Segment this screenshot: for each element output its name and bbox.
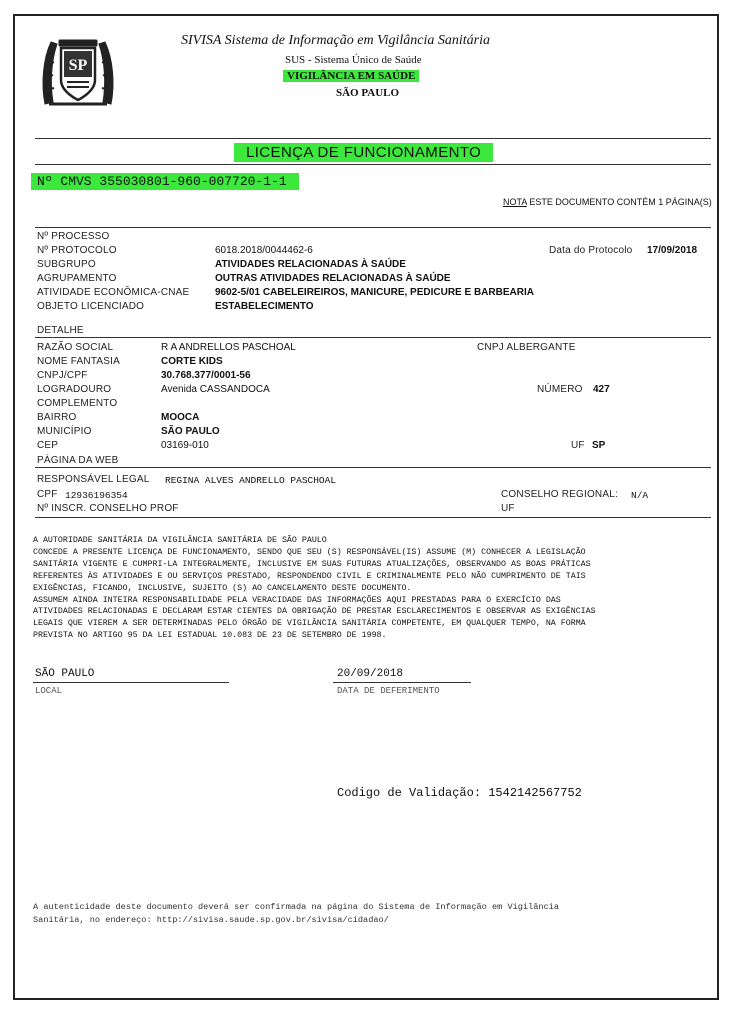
- data-protocolo-label: Data do Protocolo: [549, 245, 633, 256]
- cnpj-value: 30.768.377/0001-56: [161, 370, 251, 381]
- notice-line: REFERENTES ÀS ATIVIDADES E OU SERVIÇOS PRESTADO, RESPONDENDO CIVIL E CRIMINALMENTE PELO NÃO CUMPRIMENTO DE TAIS: [33, 571, 586, 581]
- notice-line: A AUTORIDADE SANITÁRIA DA VIGILÂNCIA SANITÁRIA DE SÃO PAULO: [33, 536, 327, 545]
- notice-line: CONCEDE A PRESENTE LICENÇA DE FUNCIONAMENTO, SENDO QUE SEU (S) RESPONSÁVEL(IS) ASSUME (M) CONHECER A LEGISLAÇÃO: [33, 547, 586, 557]
- divider: [35, 138, 711, 139]
- cnpj-label: CNPJ/CPF: [37, 370, 88, 381]
- numero-value: 427: [593, 384, 610, 395]
- municipio-value: SÃO PAULO: [161, 426, 220, 437]
- bairro-label: BAIRRO: [37, 412, 77, 423]
- conselho-value: N/A: [631, 490, 649, 501]
- coat-of-arms-icon: [39, 34, 117, 110]
- validation-code: Codigo de Validação: 1542142567752: [337, 786, 582, 800]
- divider: [35, 164, 711, 165]
- footer-line-1: A autenticidade deste documento deverá ser confirmada na página do Sistema de Informação em Vigilância: [33, 902, 560, 912]
- divider: [35, 517, 711, 518]
- responsavel-value: REGINA ALVES ANDRELLO PASCHOAL: [165, 475, 337, 486]
- logradouro-label: LOGRADOURO: [37, 384, 112, 395]
- svg-text:SP: SP: [68, 57, 88, 74]
- web-label: PÁGINA DA WEB: [37, 455, 119, 466]
- divider: [35, 337, 711, 338]
- logradouro-value: Avenida CASSANDOCA: [161, 384, 270, 395]
- protocolo-label: Nº PROTOCOLO: [37, 245, 117, 256]
- cep-label: CEP: [37, 440, 59, 451]
- notice-line: ATIVIDADES RELACIONADAS E DECLARAM ESTAR CIENTES DA OBRIGAÇÃO DE PRESTAR ESCLARECIMENTOS E OBSERVAR AS EXIGÊNCIAS: [33, 607, 596, 617]
- sus-line: SUS - Sistema Único de Saúde: [285, 54, 422, 66]
- fantasia-value: CORTE KIDS: [161, 356, 223, 367]
- page-title: LICENÇA DE FUNCIONAMENTO: [234, 143, 493, 162]
- cmvs-number: Nº CMVS 355030801-960-007720-1-1: [31, 173, 299, 190]
- divider: [35, 227, 711, 228]
- complemento-label: COMPLEMENTO: [37, 398, 118, 409]
- agrupamento-label: AGRUPAMENTO: [37, 273, 117, 284]
- atividade-label: ATIVIDADE ECONÔMICA-CNAE: [37, 287, 190, 298]
- system-title: SIVISA Sistema de Informação em Vigilância Sanitária: [181, 33, 490, 48]
- protocolo-value: 6018.2018/0044462-6: [215, 245, 313, 256]
- bairro-value: MOOCA: [161, 412, 200, 423]
- local-line: [33, 682, 229, 683]
- city-line: SÃO PAULO: [336, 87, 400, 99]
- footer-line-2: Sanitária, no endereço: http://sivisa.saude.sp.gov.br/sivisa/cidadao/: [33, 915, 389, 925]
- objeto-value: ESTABELECIMENTO: [215, 301, 314, 312]
- subgrupo-label: SUBGRUPO: [37, 259, 96, 270]
- cpf-label: CPF: [37, 489, 58, 500]
- detalhe-section-label: DETALHE: [37, 325, 84, 336]
- vigilancia-line: VIGILÂNCIA EM SAÚDE: [283, 70, 419, 82]
- legal-notice: [33, 535, 596, 642]
- agrupamento-value: OUTRAS ATIVIDADES RELACIONADAS À SAÚDE: [215, 273, 451, 284]
- municipio-label: MUNICÍPIO: [37, 426, 92, 437]
- notice-line: LEGAIS QUE VIEREM A SER DETERMINADAS PELO ÓRGÃO DE VIGILÂNCIA SANITÁRIA COMPETENTE, EM QUALQUER TEMPO, NA FORMA: [33, 619, 586, 629]
- data-line: [333, 682, 471, 683]
- notice-line: EXIGÊNCIAS, FICANDO, INCLUSIVE, SUJEITO (S) AO CANCELAMENTO DESTE DOCUMENTO.: [33, 583, 412, 593]
- uf-value: SP: [592, 440, 606, 451]
- cnpj-albergante-label: CNPJ ALBERGANTE: [477, 342, 576, 353]
- nota-text: ESTE DOCUMENTO CONTÉM 1 PÁGINA(S): [529, 197, 712, 207]
- inscr-label: Nº INSCR. CONSELHO PROF: [37, 503, 179, 514]
- data-value: 20/09/2018: [337, 668, 404, 680]
- objeto-label: OBJETO LICENCIADO: [37, 301, 145, 312]
- notice-line: ASSUMEM AINDA INTEIRA RESPONSABILIDADE PELA VERACIDADE DAS INFORMAÇÕES AQUI PRESTADAS PARA O EXERCÍCIO DAS: [33, 595, 561, 605]
- notice-line: SANITÁRIA VIGENTE E CUMPRI-LA INTEGRALMENTE, INCLUSIVE EM SUAS FUTURAS ATUALIZAÇÕES, OBSERVANDO AS BOAS PRÁTICAS: [33, 559, 591, 569]
- razao-label: RAZÃO SOCIAL: [37, 342, 114, 353]
- nota-block: [503, 197, 712, 207]
- local-value: SÃO PAULO: [35, 668, 95, 680]
- razao-value: R A ANDRELLOS PASCHOAL: [161, 342, 296, 353]
- nota-label: NOTA: [503, 197, 527, 207]
- processo-label: Nº PROCESSO: [37, 231, 110, 242]
- notice-line: PREVISTA NO ARTIGO 95 DA LEI ESTADUAL 10.083 DE 23 DE SETEMBRO DE 1998.: [33, 631, 387, 641]
- data-label: DATA DE DEFERIMENTO: [337, 686, 440, 696]
- conselho-label: CONSELHO REGIONAL:: [501, 489, 618, 500]
- data-protocolo-value: 17/09/2018: [647, 245, 698, 256]
- cep-value: 03169-010: [161, 440, 209, 451]
- resp-uf-label: UF: [501, 503, 515, 514]
- uf-label: UF: [571, 440, 585, 451]
- local-label: LOCAL: [35, 686, 63, 696]
- subgrupo-value: ATIVIDADES RELACIONADAS À SAÚDE: [215, 259, 406, 270]
- license-document: [13, 14, 719, 1000]
- divider: [35, 467, 711, 468]
- numero-label: NÚMERO: [537, 384, 583, 395]
- cpf-value: 12936196354: [65, 490, 128, 501]
- atividade-value: 9602-5/01 CABELEIREIROS, MANICURE, PEDICURE E BARBEARIA: [215, 287, 534, 298]
- fantasia-label: NOME FANTASIA: [37, 356, 120, 367]
- responsavel-label: RESPONSÁVEL LEGAL: [37, 474, 150, 485]
